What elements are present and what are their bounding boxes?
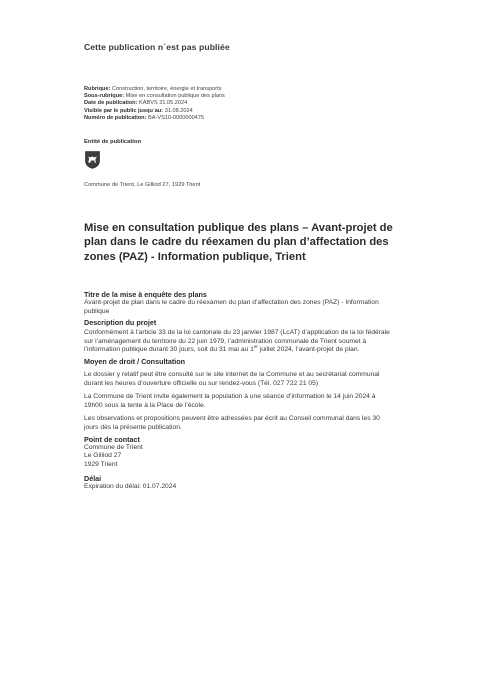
contact-line: 1929 Trient xyxy=(84,460,118,468)
meta-visible-until: Visible par le public jusqu´au: 31.08.2024 xyxy=(84,107,193,114)
meta-publication-number: Numéro de publication: BA-VS10-0000000475 xyxy=(84,114,205,121)
publication-metadata xyxy=(84,86,404,122)
meta-date-publication: Date de publication: KABVS 31.05.2024 xyxy=(84,100,188,107)
section-text-description: Conformément à l’article 33 de la loi cantonale du 23 janvier 1987 (LcAT) d’application de la loi fédérale sur l’aménagement du territoire du 22 juin 1979, l’administration communale de Trient soumet à l’information publique durant 30 jours, soit du 31 mai au 1er juillet 2024, l’avant-projet de plan. xyxy=(84,329,390,354)
entity-address: Commune de Trient, Le Gilliod 27, 1929 Trient xyxy=(84,182,201,188)
contact-line: Commune de Trient xyxy=(84,443,143,451)
publication-content xyxy=(84,290,394,492)
section-text-titre: Avant-projet de plan dans le cadre du réexamen du plan d’affectation des zones (PAZ) - Information publique xyxy=(84,299,379,315)
contact-line: Le Gilliod 27 xyxy=(84,452,122,460)
publication-notice: Cette publication n´est pas publiée xyxy=(84,42,230,52)
meta-rubrique: Rubrique: Construction, territoire, énergie et transports xyxy=(84,86,222,92)
entity-heading: Entité de publication xyxy=(84,139,142,145)
section-text-moyen-2: La Commune de Trient invite également la population à une séance d’information le 14 juin 2024 à 19h00 sous la tente à la Place de l’école. xyxy=(84,393,376,409)
section-text-delai: Expiration du délai: 01.07.2024 xyxy=(84,483,177,491)
section-heading-contact: Point de contact xyxy=(84,434,140,444)
section-heading-moyen: Moyen de droit / Consultation xyxy=(84,356,186,366)
trient-coat-of-arms-icon xyxy=(85,151,100,169)
publication-title: Mise en consultation publique des plans – Avant-projet de plan dans le cadre du réexamen du plan d’affectation des zones (PAZ) - Information publique, Trient xyxy=(84,222,393,263)
meta-sous-rubrique: Sous-rubrique: Mise en consultation publique des plans xyxy=(84,93,225,100)
section-text-moyen-1: Le dossier y relatif peut être consulté sur le site internet de la Commune et au secrétariat communal durant les heures d’ouverture officielle ou sur rendez-vous (Tél. 027 722 21 05) xyxy=(84,370,380,387)
section-text-moyen-3: Les observations et propositions peuvent être adressées par écrit au Conseil communal dans les 30 jours dès la présente publication. xyxy=(84,415,380,431)
section-heading-titre: Titre de la mise à enquête des plans xyxy=(84,290,207,299)
section-heading-delai: Délai xyxy=(84,474,102,484)
section-heading-description: Description du projet xyxy=(84,318,157,328)
